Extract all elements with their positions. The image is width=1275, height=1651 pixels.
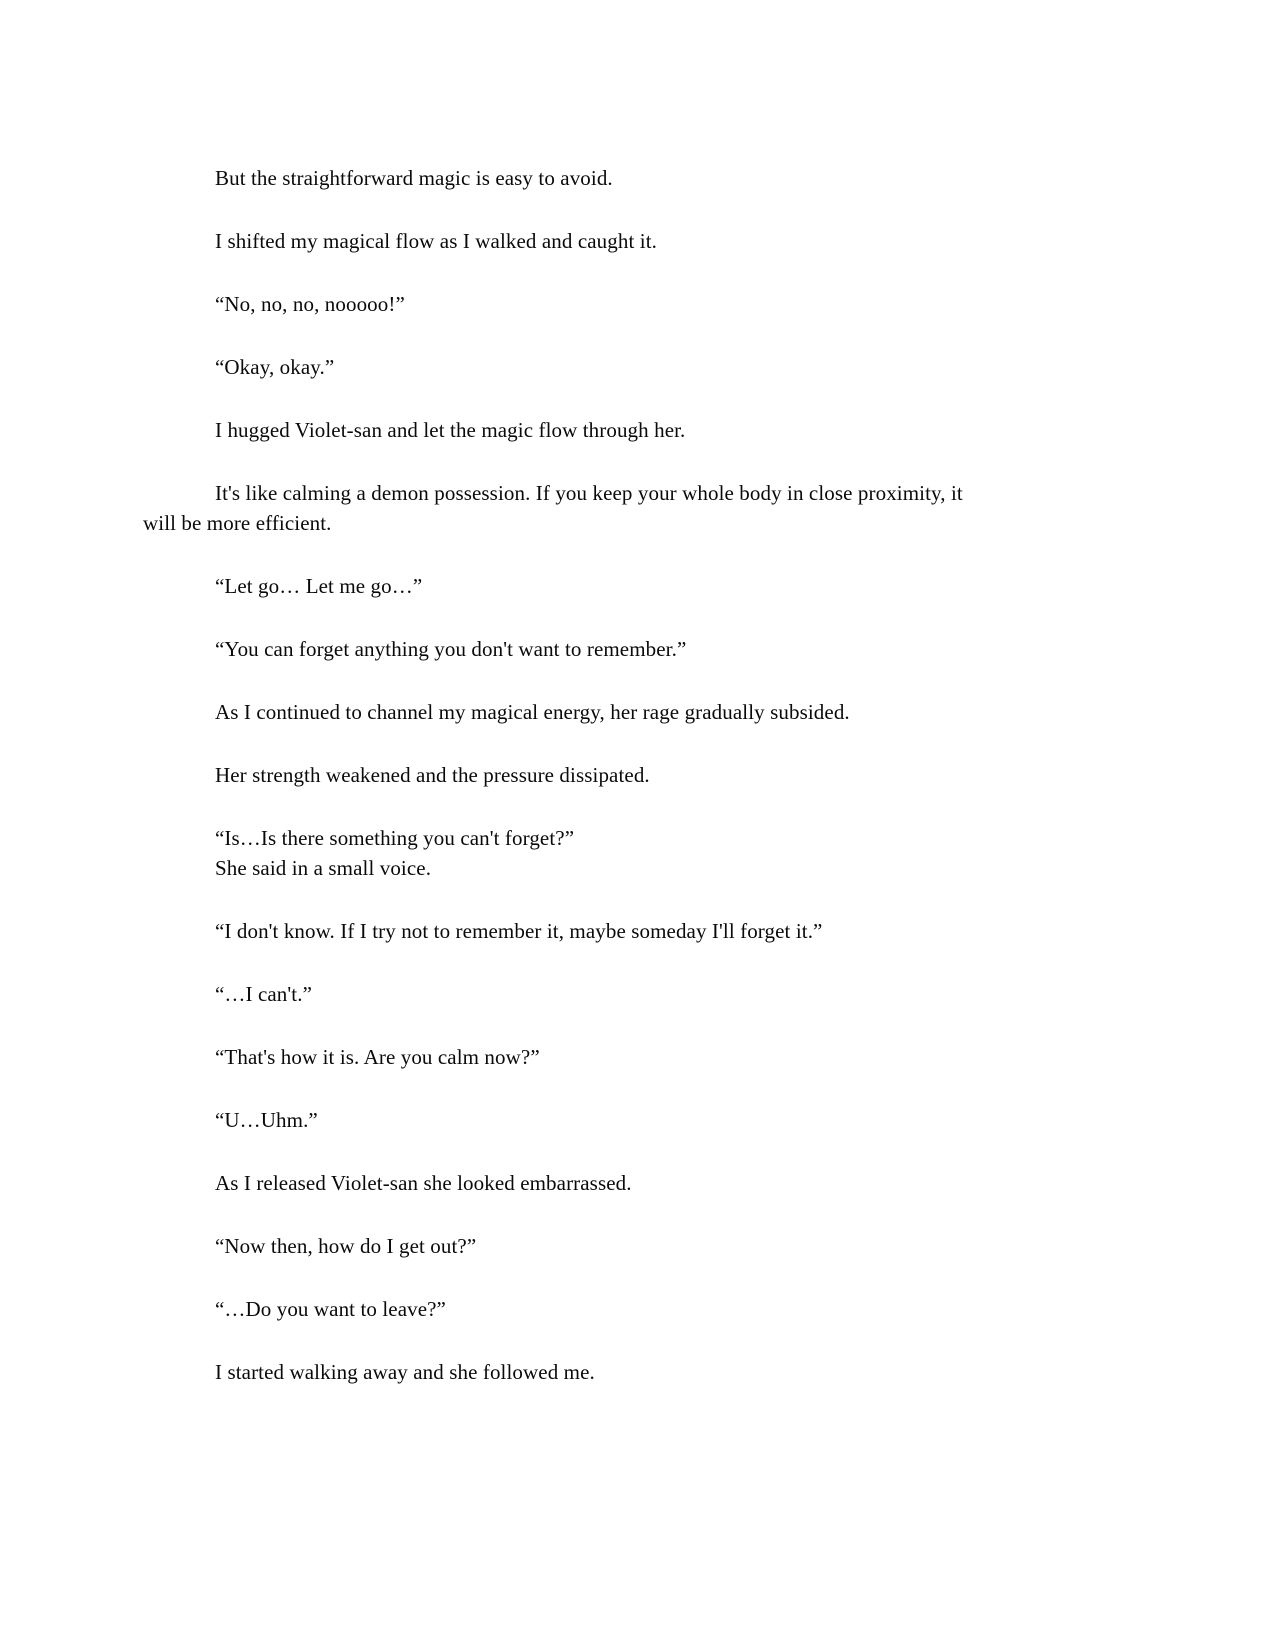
text-line: “Okay, okay.”: [215, 355, 335, 379]
paragraph: [143, 1357, 1143, 1387]
paragraph: [143, 823, 1143, 883]
text-line: Her strength weakened and the pressure dissipated.: [215, 763, 650, 787]
text-line: “That's how it is. Are you calm now?”: [215, 1045, 540, 1069]
text-line: “Is…Is there something you can't forget?”: [215, 826, 575, 850]
paragraph: [143, 760, 1143, 790]
paragraph: [143, 1231, 1143, 1261]
paragraph: [143, 415, 1143, 445]
document-text: [143, 163, 1143, 1420]
text-line: It's like calming a demon possession. If you keep your whole body in close proximity, it: [215, 481, 963, 505]
paragraph: [143, 634, 1143, 664]
text-line: I shifted my magical flow as I walked and caught it.: [215, 229, 657, 253]
text-line: “U…Uhm.”: [215, 1108, 318, 1132]
paragraph: [143, 1105, 1143, 1135]
text-line: “…I can't.”: [215, 982, 312, 1006]
text-line: “No, no, no, nooooo!”: [215, 292, 405, 316]
text-line: “…Do you want to leave?”: [215, 1297, 446, 1321]
paragraph: [143, 226, 1143, 256]
text-line: As I released Violet-san she looked embarrassed.: [215, 1171, 632, 1195]
text-line: She said in a small voice.: [215, 856, 432, 880]
text-line: I hugged Violet-san and let the magic flow through her.: [215, 418, 686, 442]
text-line: But the straightforward magic is easy to avoid.: [215, 166, 613, 190]
paragraph: [143, 916, 1143, 946]
text-line: “You can forget anything you don't want to remember.”: [215, 637, 687, 661]
paragraph: [143, 979, 1143, 1009]
paragraph: [143, 697, 1143, 727]
text-line: As I continued to channel my magical energy, her rage gradually subsided.: [215, 700, 850, 724]
paragraph: [143, 289, 1143, 319]
text-line: will be more efficient.: [143, 511, 332, 535]
text-line: “I don't know. If I try not to remember it, maybe someday I'll forget it.”: [215, 919, 823, 943]
paragraph: [143, 163, 1143, 193]
paragraph: [143, 1168, 1143, 1198]
paragraph: [143, 571, 1143, 601]
text-line: I started walking away and she followed me.: [215, 1360, 595, 1384]
paragraph: [143, 1042, 1143, 1072]
text-line: “Let go… Let me go…”: [215, 574, 423, 598]
text-line: “Now then, how do I get out?”: [215, 1234, 477, 1258]
paragraph: [143, 478, 1143, 538]
paragraph: [143, 352, 1143, 382]
paragraph: [143, 1294, 1143, 1324]
